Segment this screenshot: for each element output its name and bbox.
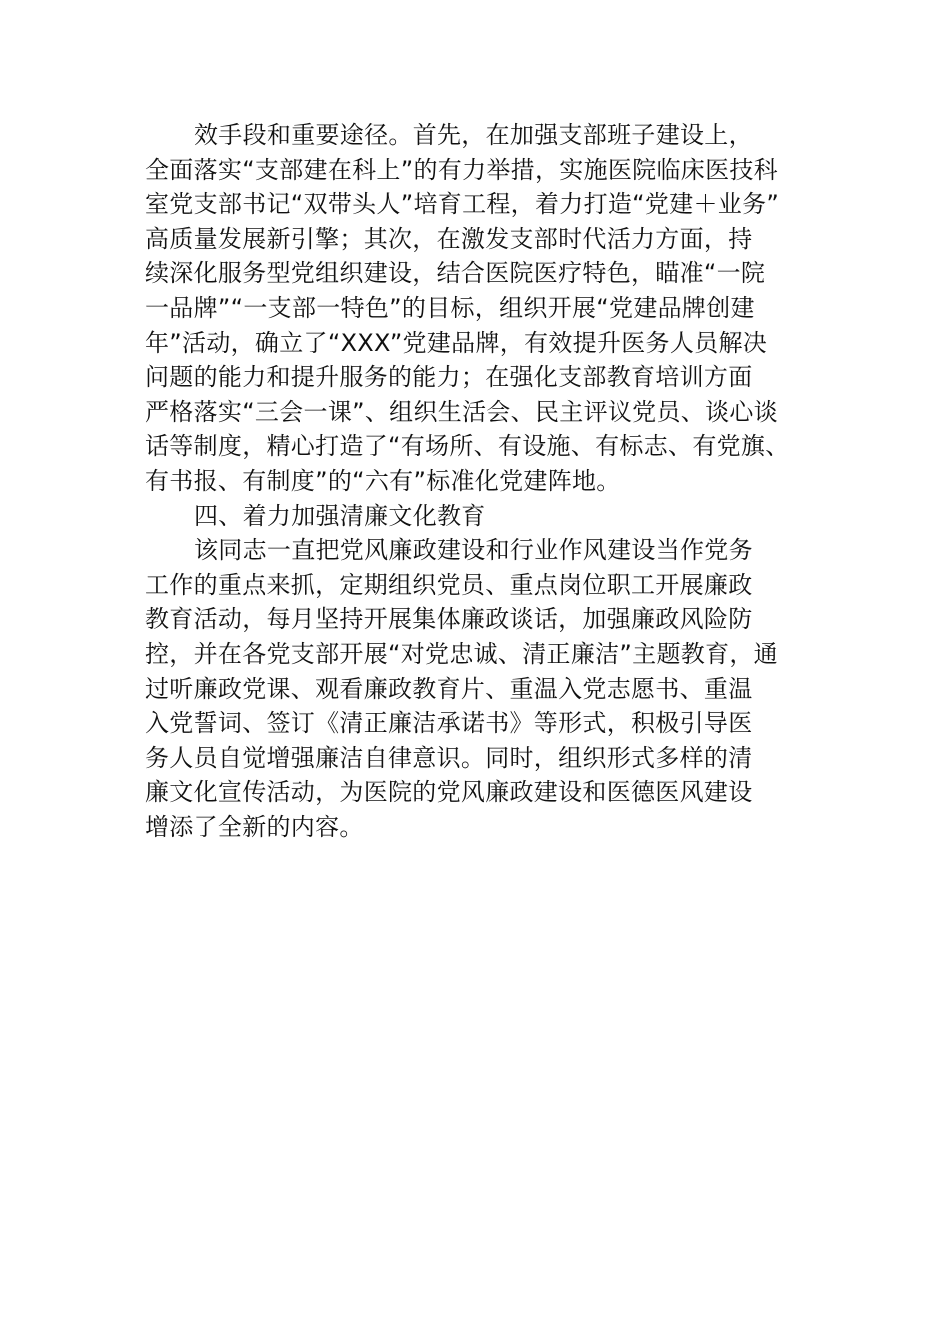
text-line: 全面落实“支部建在科上”的有力举措，实施医院临床医技科 (145, 155, 778, 184)
text-line: 廉文化宣传活动，为医院的党风廉政建设和医德医风建设 (145, 778, 753, 807)
text-line: 该同志一直把党风廉政建设和行业作风建设当作党务 (194, 536, 753, 565)
text-line: 有书报、有制度”的“六有”标准化党建阵地。 (145, 466, 621, 495)
text-line: 控，并在各党支部开展“对党忠诚、清正廉洁”主题教育，通 (145, 639, 778, 668)
text-line: 严格落实“三会一课”、组织生活会、民主评议党员、谈心谈 (145, 397, 778, 426)
text-line: 一品牌”“一支部一特色”的目标，组织开展“党建品牌创建 (145, 293, 755, 322)
text-line: 务人员自觉增强廉洁自律意识。同时，组织形式多样的清 (145, 743, 753, 772)
text-line: 年”活动，确立了“XXX”党建品牌，有效提升医务人员解决 (145, 328, 768, 357)
text-line: 续深化服务型党组织建设，结合医院医疗特色，瞄准“一院 (145, 259, 766, 288)
text-line: 过听廉政党课、观看廉政教育片、重温入党志愿书、重温 (145, 674, 753, 703)
text-line: 高质量发展新引擎；其次，在激发支部时代活力方面，持 (145, 224, 753, 253)
section-heading: 四、着力加强清廉文化教育 (194, 501, 486, 530)
text-line: 效手段和重要途径。首先，在加强支部班子建设上， (194, 121, 753, 149)
text-line: 入党誓词、签订《清正廉洁承诺书》等形式，积极引导医 (145, 709, 753, 738)
text-line: 室党支部书记“双带头人”培育工程，着力打造“党建＋业务” (145, 190, 780, 219)
text-line: 增添了全新的内容。 (145, 812, 364, 841)
text-line: 教育活动，每月坚持开展集体廉政谈话，加强廉政风险防 (145, 605, 753, 634)
text-line: 话等制度，精心打造了“有场所、有设施、有标志、有党旗、 (145, 432, 790, 461)
document-body (145, 118, 825, 844)
text-line: 工作的重点来抓，定期组织党员、重点岗位职工开展廉政 (145, 570, 753, 599)
text-line: 问题的能力和提升服务的能力；在强化支部教育培训方面 (145, 363, 753, 392)
